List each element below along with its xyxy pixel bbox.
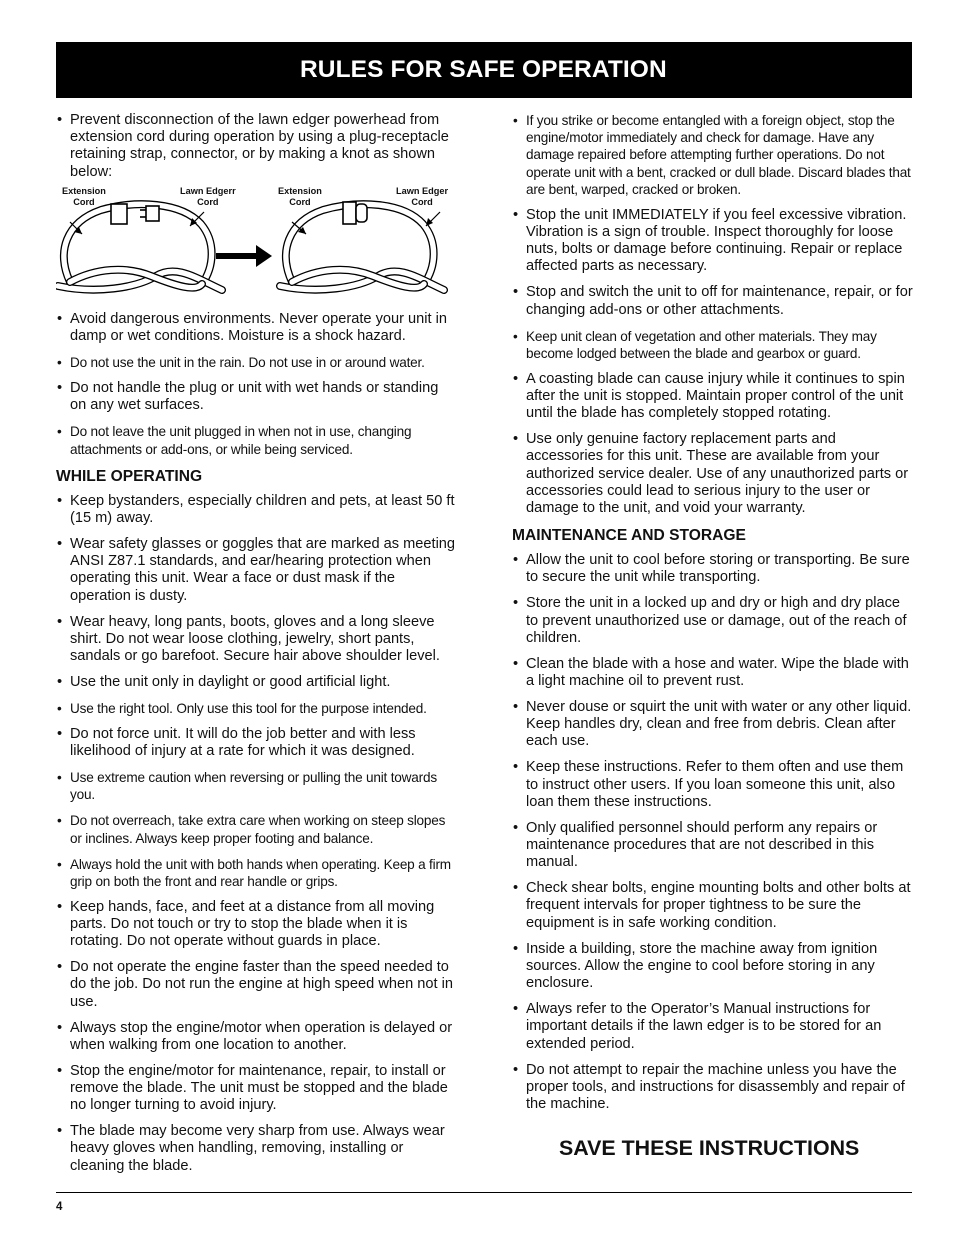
list-item: • Inside a building, store the machine away from ignition sources. Allow the engine to cool before storing in any enclosure.: [512, 941, 914, 993]
list-item: • Prevent disconnection of the lawn edger powerhead from extension cord during operation by using a plug-receptacle retaining strap, connector, or by making a knot as shown below:: [56, 112, 458, 181]
list-item: • Keep bystanders, especially children and pets, at least 50 ft (15 m) away.: [56, 493, 458, 527]
list-item: • Do not use the unit in the rain. Do not use in or around water.: [56, 354, 458, 371]
list-item: • Always hold the unit with both hands when operating. Keep a firm grip on both the front and rear handle or grips.: [56, 856, 458, 890]
list-item: • Do not operate the engine faster than the speed needed to do the job. Do not run the engine at high speed when not in use.: [56, 959, 458, 1011]
list-item: • Clean the blade with a hose and water. Wipe the blade with a light machine oil to prevent rust.: [512, 656, 914, 690]
right-column: [512, 112, 914, 1122]
plug-icon: [146, 206, 159, 221]
page-title-banner: [56, 42, 912, 98]
list-item: • Do not force unit. It will do the job better and with less likelihood of injury at a rate for which it was designed.: [56, 726, 458, 760]
list-item: • Stop the engine/motor for maintenance, repair, to install or remove the blade. The unit must be stopped and the blade no longer turning to avoid injury.: [56, 1063, 458, 1115]
list-item: • Avoid dangerous environments. Never operate your unit in damp or wet conditions. Moisture is a shock hazard.: [56, 311, 458, 345]
page-title: RULES FOR SAFE OPERATION: [300, 56, 667, 83]
left-column-lower: [56, 311, 458, 1184]
connected-plug-icon: [343, 202, 356, 224]
list-item: • Keep hands, face, and feet at a distance from all moving parts. Do not touch or try to stop the blade when it is rotating. Do not operate without guards in place.: [56, 899, 458, 951]
list-item: • The blade may become very sharp from use. Always wear heavy gloves when handling, removing, installing or cleaning the blade.: [56, 1123, 458, 1175]
list-item: • Stop and switch the unit to off for maintenance, repair, or for changing add-ons or other attachments.: [512, 284, 914, 318]
diagram-label-extension-cord-2: Extension Cord: [278, 186, 322, 207]
list-item: • Always stop the engine/motor when operation is delayed or when walking from one location to another.: [56, 1020, 458, 1054]
socket-icon: [111, 204, 127, 224]
section-heading-maintenance: MAINTENANCE AND STORAGE: [512, 527, 746, 545]
list-item: • Do not leave the unit plugged in when not in use, changing attachments or add-ons, or while being serviced.: [56, 423, 458, 457]
list-item: • Wear heavy, long pants, boots, gloves and a long sleeve shirt. Do not wear loose clothing, jewelry, short pants, sandals or go barefoot. Secure hair above shoulder level.: [56, 614, 458, 666]
list-item: • Do not handle the plug or unit with wet hands or standing on any wet surfaces.: [56, 380, 458, 414]
list-item: • Do not attempt to repair the machine unless you have the proper tools, and instructions for disassembly and repair of the machine.: [512, 1062, 914, 1114]
list-item: • Use only genuine factory replacement parts and accessories for this unit. These are available from your authorized service dealer. Use of any unauthorized parts or accessories could lead to serious injury to the user or damage to the unit, and void your warranty.: [512, 431, 914, 517]
diagram-label-edger-cord: Lawn Edgerr Cord: [180, 186, 236, 207]
list-item: • If you strike or become entangled with a foreign object, stop the engine/motor immediately and check for damage. Have any damage repaired before attempting further operations. Do not operate unit with a bent, cracked or dull blade. Discard blades that are bent, warped, cracked or broken.: [512, 112, 914, 198]
diagram-label-extension-cord: Extension Cord: [62, 186, 106, 207]
list-item: • Only qualified personnel should perform any repairs or maintenance procedures that are not described in this manual.: [512, 820, 914, 872]
list-item: • Keep these instructions. Refer to them often and use them to instruct other users. If you loan someone this unit, also loan them these instructions.: [512, 759, 914, 811]
list-item: • Use the right tool. Only use this tool for the purpose intended.: [56, 700, 458, 717]
list-item: • Check shear bolts, engine mounting bolts and other bolts at frequent intervals for proper tightness to be sure the equipment is in safe working condition.: [512, 880, 914, 932]
list-item: • Keep unit clean of vegetation and other materials. They may become lodged between the blade and gearbox or guard.: [512, 328, 914, 362]
list-item: • Always refer to the Operator’s Manual instructions for important details if the lawn edger is to be stored for an extended period.: [512, 1001, 914, 1053]
list-item: • Stop the unit IMMEDIATELY if you feel excessive vibration. Vibration is a sign of trouble. Inspect thoroughly for loose nuts, bolts or damage before continuing. Repair or replace affected parts as necessary.: [512, 207, 914, 276]
list-item: • Use the unit only in daylight or good artificial light.: [56, 674, 458, 691]
while-operating-list: [56, 493, 458, 1175]
diagram-label-edger-cord-2: Lawn Edger Cord: [396, 186, 449, 207]
footer-divider: [56, 1192, 912, 1193]
maintenance-list: [512, 552, 914, 1113]
page-number: 4: [56, 1201, 63, 1213]
intro-list: [56, 112, 458, 181]
list-item: • Never douse or squirt the unit with water or any other liquid. Keep handles dry, clean and free from debris. Clean after each use.: [512, 699, 914, 751]
list-item: • Store the unit in a locked up and dry or high and dry place to prevent unauthorized use or damage, out of the reach of children.: [512, 595, 914, 647]
list-item: • Use extreme caution when reversing or pulling the unit towards you.: [56, 769, 458, 803]
list-item: • A coasting blade can cause injury while it continues to spin after the unit is stopped. Maintain proper control of the unit until the blade has completely stopped rotating.: [512, 371, 914, 423]
list-item: • Do not overreach, take extra care when working on steep slopes or inclines. Always keep proper footing and balance.: [56, 812, 458, 846]
list-item: • Wear safety glasses or goggles that are marked as meeting ANSI Z87.1 standards, and ear/hearing protection when operating this unit. Wear a face or dust mask if the operation is dusty.: [56, 536, 458, 605]
save-instructions-heading: SAVE THESE INSTRUCTIONS: [559, 1136, 860, 1160]
environment-list: [56, 311, 458, 458]
section-heading-while-operating: WHILE OPERATING: [56, 467, 203, 485]
operation-list-continued: [512, 112, 914, 517]
list-item: • Allow the unit to cool before storing or transporting. Be sure to secure the unit while transporting.: [512, 552, 914, 586]
